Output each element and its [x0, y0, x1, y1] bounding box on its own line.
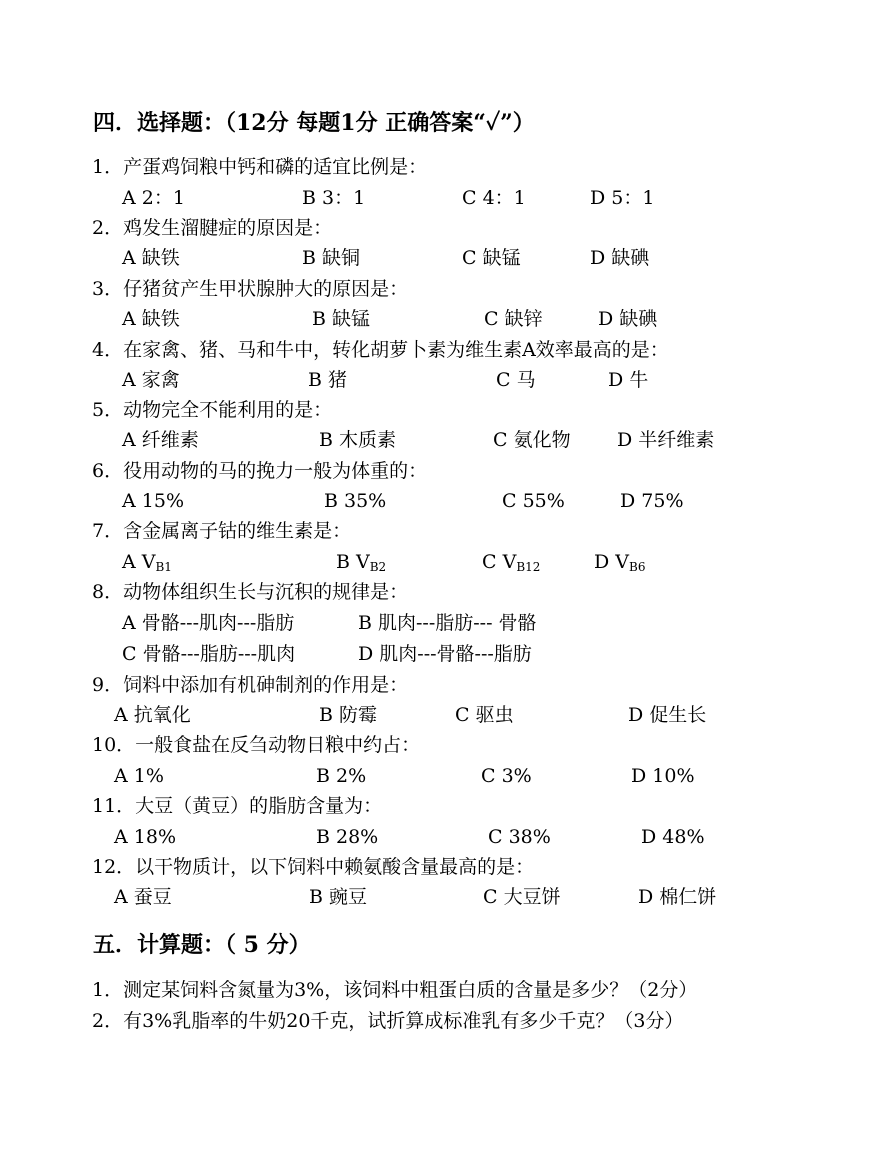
option-c: C 38% [488, 826, 551, 848]
option-d: D 棉仁饼 [638, 886, 717, 908]
calc-question: 1．测定某饲料含氮量为3%，该饲料中粗蛋白质的含量是多少？（2分） [92, 979, 698, 1001]
option-c: C 氨化物 [493, 429, 571, 451]
option-b: B 缺锰 [312, 308, 371, 330]
option-a: A 抗氧化 [114, 704, 191, 726]
option-d: D 半纤维素 [617, 429, 715, 451]
option-a: A 纤维素 [122, 429, 199, 451]
option-b: B 木质素 [319, 429, 397, 451]
question-stem: 3．仔猪贫产生甲状腺肿大的原因是： [92, 278, 409, 300]
option-c: C 缺锰 [462, 247, 521, 269]
option-d: D 缺碘 [590, 247, 650, 269]
question-stem: 6．役用动物的马的挽力一般为体重的： [92, 460, 428, 482]
question-stem: 8．动物体组织生长与沉积的规律是： [92, 581, 409, 603]
section-4-title: 四．选择题：（12分 每题1分 正确答案“✓”） [93, 110, 535, 136]
section-5-title: 五．计算题：（ 5 分） [93, 932, 311, 958]
question-stem: 10．一般食盐在反刍动物日粮中约占： [92, 734, 421, 756]
option-d: D 10% [631, 765, 695, 787]
option-d: D 肌肉---骨骼---脂肪 [358, 643, 532, 665]
option-d: D 促生长 [628, 704, 707, 726]
option-a: A $V_{B1}$ [122, 551, 172, 574]
question-stem: 7．含金属离子钴的维生素是： [92, 520, 352, 542]
option-a: A 骨骼---肌肉---脂肪 [122, 612, 295, 634]
option-c: C 4：1 [462, 187, 526, 209]
option-b: B 豌豆 [309, 886, 368, 908]
option-a: A 缺铁 [122, 247, 180, 269]
option-c: C 缺锌 [484, 308, 543, 330]
option-c: C 55% [502, 490, 565, 512]
option-c: C 3% [481, 765, 532, 787]
option-d: D $V_{B6}$ [594, 551, 646, 574]
option-d: D 48% [641, 826, 705, 848]
option-a: A 1% [114, 765, 164, 787]
option-c: C 马 [496, 369, 536, 391]
option-a: A 2：1 [122, 187, 185, 209]
question-stem: 4．在家禽、猪、马和牛中，转化胡萝卜素为维生素A效率最高的是： [92, 339, 669, 361]
question-stem: 5．动物完全不能利用的是： [92, 399, 333, 421]
option-b: B 缺铜 [302, 247, 361, 269]
calc-question: 2．有3%乳脂率的牛奶20千克，试折算成标准乳有多少千克？（3分） [92, 1010, 684, 1032]
option-b: B 35% [324, 490, 387, 512]
option-a: A 18% [114, 826, 176, 848]
option-b: B $V_{B2}$ [336, 551, 387, 574]
option-b: B 3：1 [302, 187, 366, 209]
option-a: A 缺铁 [122, 308, 180, 330]
question-stem: 11．大豆（黄豆）的脂肪含量为： [92, 795, 383, 817]
question-stem: 2．鸡发生溜腱症的原因是： [92, 217, 333, 239]
question-stem: 12．以干物质计，以下饲料中赖氨酸含量最高的是： [92, 856, 535, 878]
option-a: A 蚕豆 [114, 886, 172, 908]
option-b: B 肌肉---脂肪--- 骨骼 [358, 612, 537, 634]
question-stem: 9．饲料中添加有机砷制剂的作用是： [92, 674, 409, 696]
option-b: B 防霉 [319, 704, 378, 726]
option-d: D 牛 [608, 369, 649, 391]
option-a: A 15% [122, 490, 184, 512]
option-c: C $V_{B12}$ [482, 551, 541, 574]
option-b: B 2% [316, 765, 367, 787]
option-a: A 家禽 [122, 369, 180, 391]
option-d: D 缺碘 [598, 308, 658, 330]
option-c: C 驱虫 [455, 704, 514, 726]
option-c: C 大豆饼 [483, 886, 561, 908]
option-b: B 28% [316, 826, 379, 848]
option-d: D 5：1 [590, 187, 655, 209]
option-b: B 猪 [308, 369, 348, 391]
question-stem: 1．产蛋鸡饲粮中钙和磷的适宜比例是： [92, 156, 428, 178]
option-c: C 骨骼---脂肪---肌肉 [122, 643, 296, 665]
option-d: D 75% [620, 490, 684, 512]
